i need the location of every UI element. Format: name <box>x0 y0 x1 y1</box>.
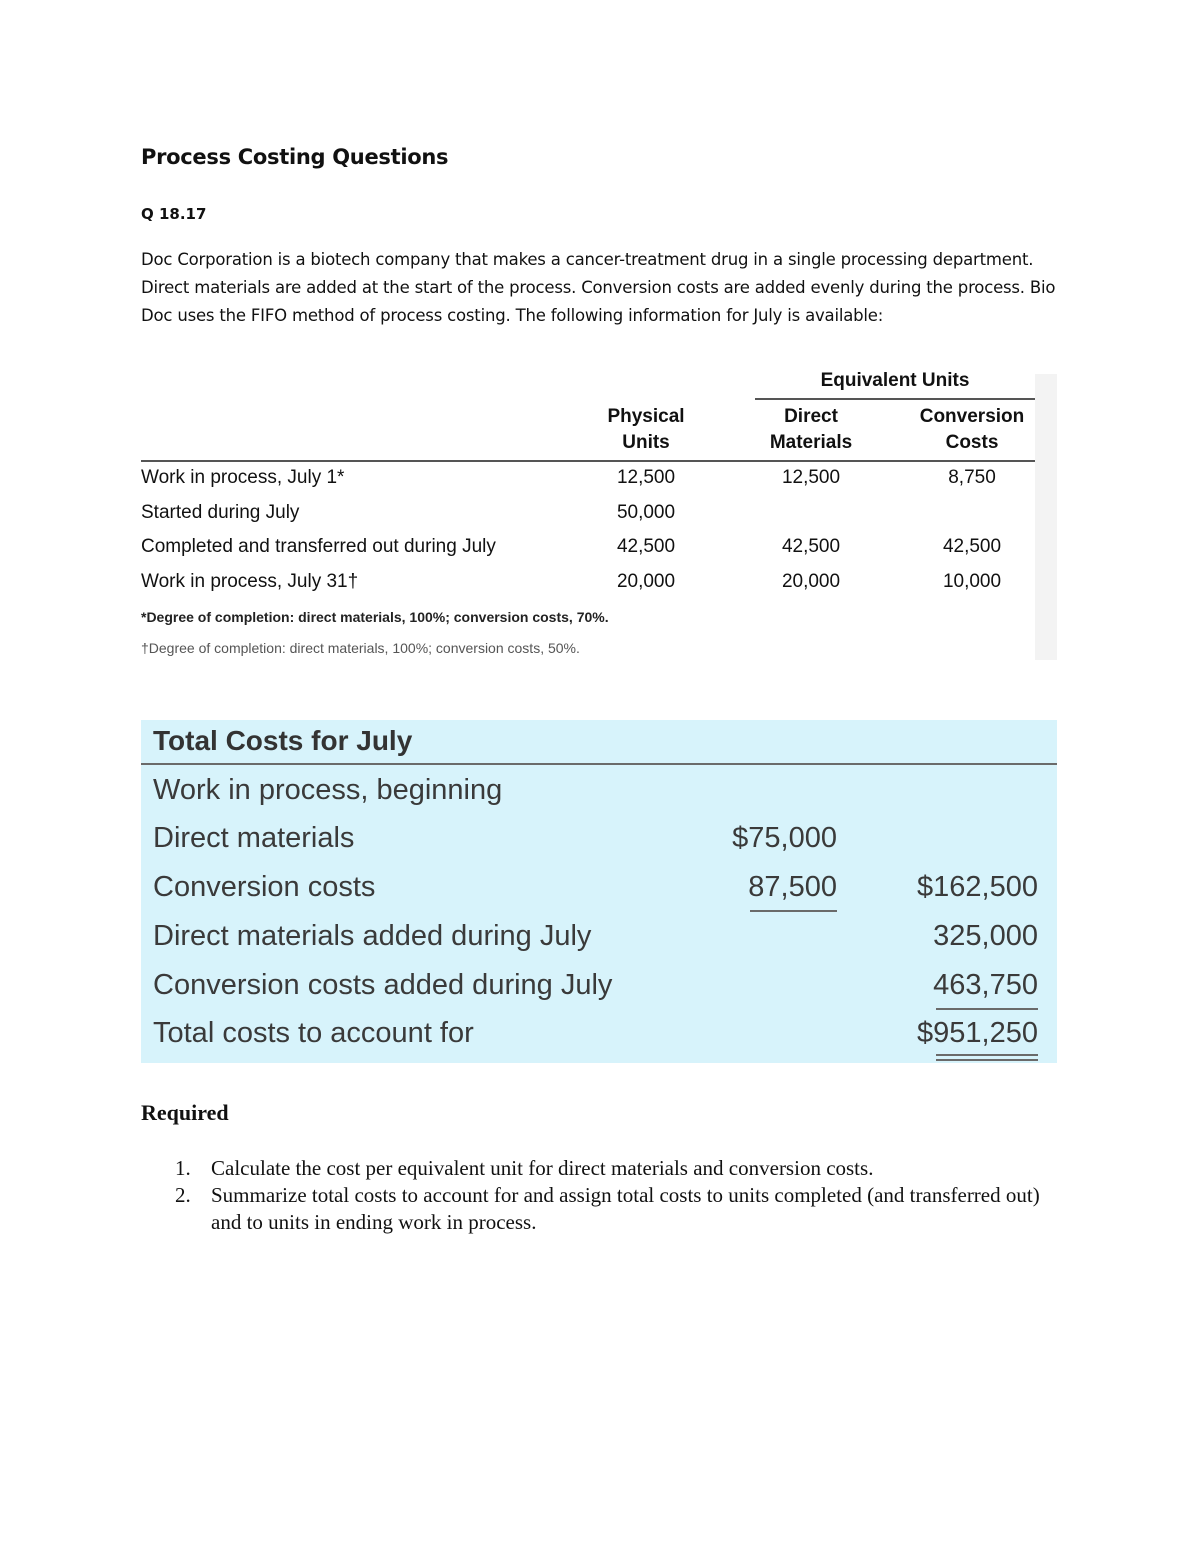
row-label-cc-added: Conversion costs added during July <box>153 969 613 1001</box>
double-rule-top <box>936 1054 1038 1056</box>
cell-physical: 42,500 <box>616 536 676 557</box>
question-intro: Doc Corporation is a biotech company that makes a cancer-treatment drug in a single processing department. Direct materials are added at the start of the process. Conversion costs are added evenly during the process. Bio Doc uses the FIFO method of process costing. The following information for July is available: <box>141 250 1056 325</box>
list-text: Calculate the cost per equivalent unit for direct materials and conversion costs. <box>211 1156 874 1180</box>
cell-physical: 12,500 <box>616 467 676 488</box>
list-number: 1. <box>175 1156 191 1180</box>
cell-physical: 20,000 <box>616 571 676 592</box>
row-label-completed: Completed and transferred out during July <box>141 536 496 557</box>
amount-total: $951,250 <box>917 1017 1038 1049</box>
question-number: Q 18.17 <box>141 205 207 223</box>
page-title: Process Costing Questions <box>141 145 449 169</box>
footnote-wip-july31: †Degree of completion: direct materials, 100%; conversion costs, 50%. <box>141 640 580 656</box>
list-number: 2. <box>175 1183 191 1207</box>
equivalent-units-table <box>141 366 1057 660</box>
double-rule-bottom <box>936 1059 1038 1061</box>
row-label-direct-materials: Direct materials <box>153 822 355 854</box>
footnote-wip-july1: *Degree of completion: direct materials, 100%; conversion costs, 70%. <box>141 609 609 625</box>
amount-cc-added: 463,750 <box>933 969 1038 1001</box>
header-rule <box>141 460 1035 462</box>
total-costs-heading: Total Costs for July <box>153 725 413 756</box>
amount-dm-added: 325,000 <box>933 920 1038 952</box>
equivalent-units-header: Equivalent Units <box>820 370 970 391</box>
list-item <box>141 1182 1041 1236</box>
cell-physical: 50,000 <box>616 502 676 523</box>
required-heading: Required <box>141 1100 229 1125</box>
cell-conversion-costs: 8,750 <box>948 467 996 488</box>
row-label-wip-july31: Work in process, July 31† <box>141 571 359 592</box>
required-list <box>141 1155 1041 1236</box>
cell-conversion-costs: 42,500 <box>942 536 1002 557</box>
row-label-wip-beginning: Work in process, beginning <box>153 774 503 806</box>
row-label-conversion-costs: Conversion costs <box>153 871 376 903</box>
row-label-dm-added: Direct materials added during July <box>153 920 592 952</box>
row-label-total: Total costs to account for <box>153 1017 474 1049</box>
row-label-started: Started during July <box>141 502 300 523</box>
subtotal-rule <box>750 910 837 912</box>
amount-conversion-costs: 87,500 <box>748 871 837 903</box>
cell-direct-materials: 12,500 <box>781 467 841 488</box>
cell-direct-materials: 42,500 <box>781 536 841 557</box>
total-rule <box>936 1008 1038 1010</box>
total-costs-table <box>141 720 1057 1063</box>
heading-rule <box>141 763 1057 765</box>
cell-direct-materials: 20,000 <box>781 571 841 592</box>
amount-direct-materials: $75,000 <box>732 822 837 854</box>
list-item <box>141 1155 1041 1182</box>
col-header-direct-materials: Direct Materials <box>769 406 853 453</box>
row-label-wip-july1: Work in process, July 1* <box>141 467 345 488</box>
col-header-conversion-costs: Conversion Costs <box>919 406 1025 453</box>
group-header-rule <box>755 398 1035 400</box>
cell-conversion-costs: 10,000 <box>942 571 1002 592</box>
list-text: Summarize total costs to account for and assign total costs to units completed (and transferred out) and to units in ending work in process. <box>211 1183 1040 1234</box>
amount-wip-beginning-total: $162,500 <box>917 871 1038 903</box>
col-header-physical: Physical Units <box>607 406 685 453</box>
